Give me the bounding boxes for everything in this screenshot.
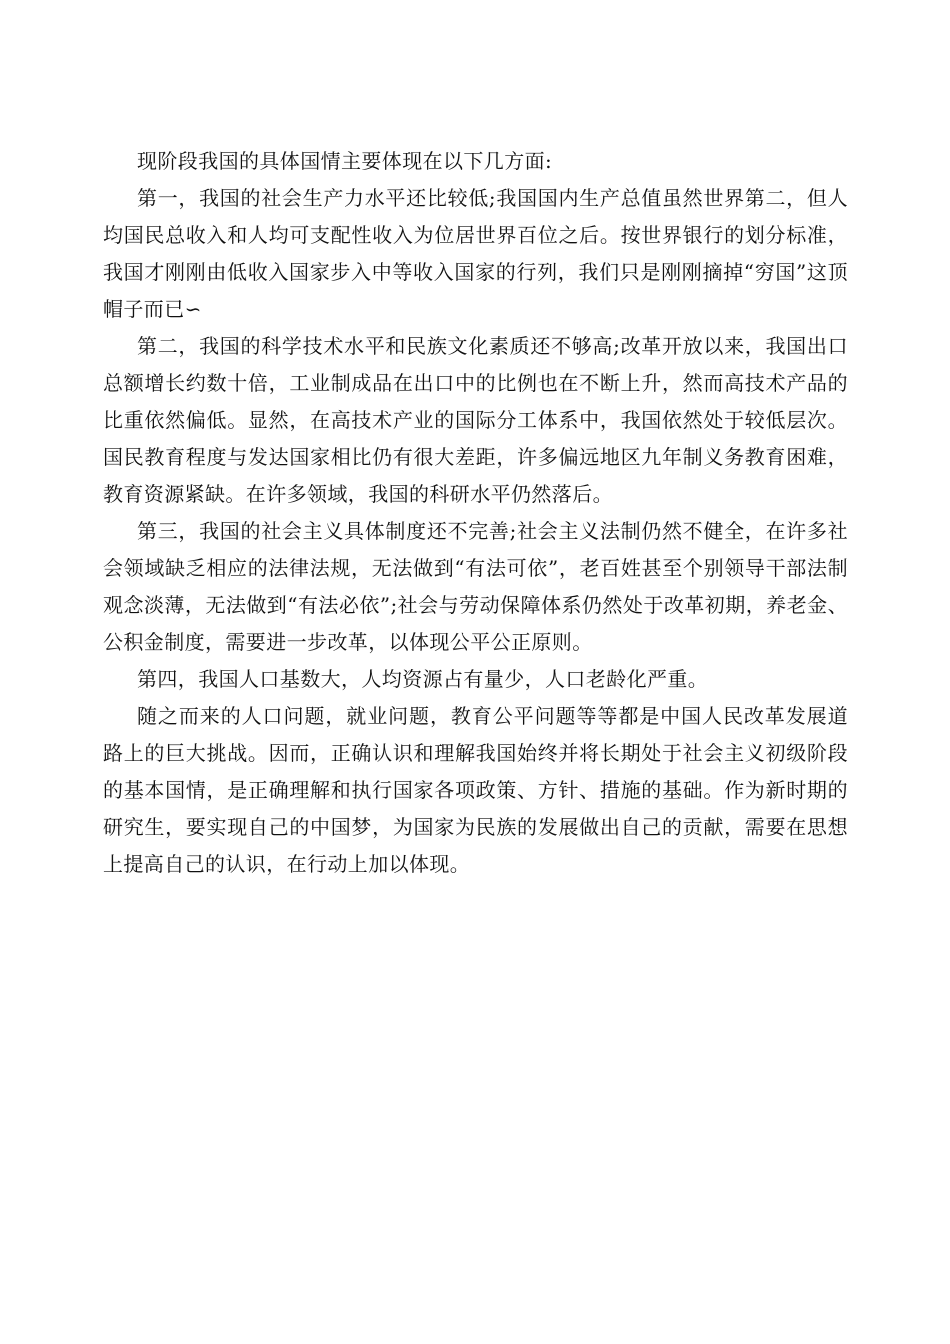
document-page <box>103 143 848 883</box>
paragraph-conclusion: 随之而来的人口问题，就业问题，教育公平问题等等都是中国人民改革发展道路上的巨大挑战。因而，正确认识和理解我国始终并将长期处于社会主义初级阶段的基本国情，是正确理解和执行国家各项政策、方针、措施的基础。作为新时期的研究生，要实现自己的中国梦，为国家为民族的发展做出自己的贡献，需要在思想上提高自己的认识，在行动上加以体现。 <box>103 704 848 876</box>
paragraph-intro: 现阶段我国的具体国情主要体现在以下几方面: <box>137 149 553 173</box>
paragraph-second: 第二，我国的科学技术水平和民族文化素质还不够高;改革开放以来，我国出口总额增长约数十倍，工业制成品在出口中的比例也在不断上升，然而高技术产品的比重依然偏低。显然，在高技术产业的国际分工体系中，我国依然处于较低层次。国民教育程度与发达国家相比仍有很大差距，许多偏远地区九年制义务教育困难，教育资源紧缺。在许多领域，我国的科研水平仍然落后。 <box>103 334 848 506</box>
paragraph-first: 第一，我国的社会生产力水平还比较低;我国国内生产总值虽然世界第二，但人均国民总收入和人均可支配性收入为位居世界百位之后。按世界银行的划分标准，我国才刚刚由低收入国家步入中等收入国家的行列，我们只是刚刚摘掉“穷国”这顶帽子而已∽ <box>103 186 848 321</box>
paragraph-third: 第三，我国的社会主义具体制度还不完善;社会主义法制仍然不健全，在许多社会领域缺乏相应的法律法规，无法做到“有法可依”，老百姓甚至个别领导干部法制观念淡薄，无法做到“有法必依”;社会与劳动保障体系仍然处于改革初期，养老金、公积金制度，需要进一步改革，以体现公平公正原则。 <box>103 519 848 654</box>
paragraph-fourth: 第四，我国人口基数大，人均资源占有量少，人口老龄化严重。 <box>137 667 709 691</box>
